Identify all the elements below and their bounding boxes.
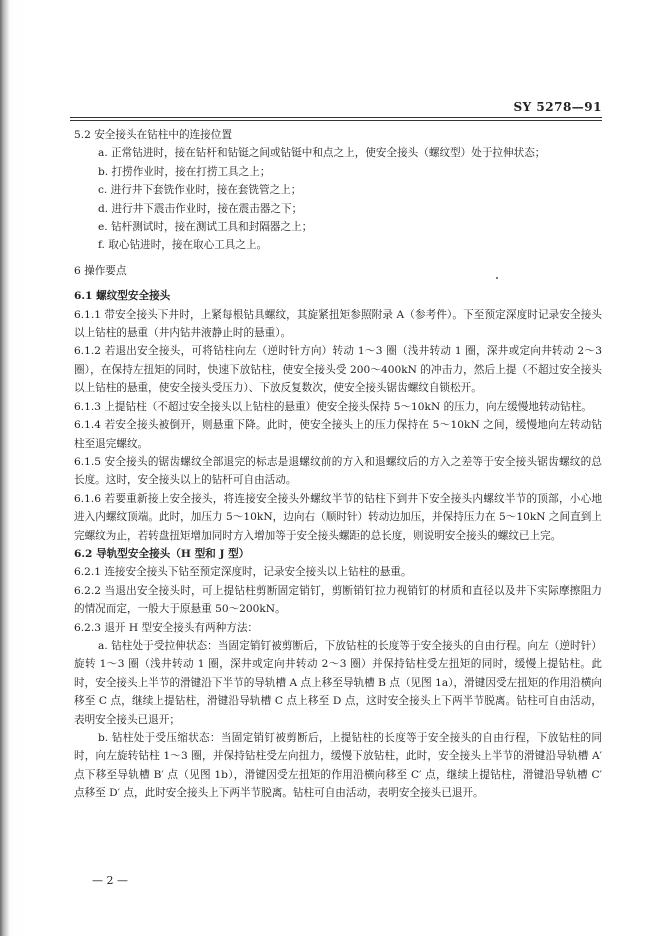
para-6-2-3-a: a. 钻柱处于受拉伸状态：当固定销钉被剪断后，下放钻柱的长度等于安全接头的自由行程。向左（逆时针）旋转 1～3 圈（浅井转动 1 圈，深井或定向井转动 2～3 圈）并保持钻柱受左扭矩的同时，缓慢上提钻柱。此时，安全接头上半节的滑键沿下半节的导轨槽 A 点上移至导轨槽 B 点（见图 1a），滑键因受左扭矩的作用沿横向移至 C 点，继续上提钻柱，滑键沿导轨槽 C 点上移至 D 点，这时安全接头上下两半节脱离。钻柱可自由活动，表明安全接头已退开；	[74, 639, 602, 726]
para-6-2-1: 6.2.1 连接安全接头下钻至预定深度时，记录安全接头以上钻柱的悬重。	[74, 566, 412, 579]
item-5-2-a: a. 正常钻进时，接在钻杆和钻铤之间或钻铤中和点之上，使安全接头（螺纹型）处于拉伸状态；	[98, 147, 546, 160]
item-5-2-c: c. 进行井下套铣作业时，接在套铣管之上；	[98, 184, 302, 197]
page-number: — 2 —	[92, 874, 128, 887]
header-rule-top	[70, 117, 602, 118]
para-6-1-5: 6.1.5 安全接头的锯齿螺纹全部退完的标志是退螺纹前的方入和退螺纹后的方入之差等于安全接头锯齿螺纹的总长度。这时，安全接头以上的钻杆可自由活动。	[74, 455, 602, 487]
item-5-2-f: f. 取心钻进时，接在取心工具之上。	[98, 239, 268, 252]
para-6-1-2: 6.1.2 若退出安全接头，可将钻柱向左（逆时针方向）转动 1～3 圈（浅井转动 1 圈，深井或定向井转动 2～3 圈），在保持左扭矩的同时，快速下放钻柱，使安全接头受 200～400kN 的冲击力，然后上提（不超过安全接头以上钻柱的悬重，使安全接头受压力）、下放反复数次，使安全接头锯齿螺纹自锁松开。	[74, 345, 602, 395]
section-6-2-title: 6.2 导轨型安全接头（H 型和 J 型）	[74, 547, 250, 560]
para-6-1-3: 6.1.3 上提钻柱（不超过安全接头以上钻柱的悬重）使安全接头保持 5～10kN 的压力，向左缓慢地转动钻柱。	[74, 400, 592, 413]
section-6-title: 6 操作要点	[74, 264, 127, 277]
item-5-2-e: e. 钻杆测试时，接在测试工具和封隔器之上；	[98, 221, 313, 234]
header-rule-bottom	[70, 120, 602, 121]
section-gap	[74, 255, 602, 262]
section-6-1-title: 6.1 螺纹型安全接头	[74, 290, 171, 303]
section-5-2-title: 5.2 安全接头在钻柱中的连接位置	[74, 129, 232, 141]
section-gap	[74, 280, 602, 287]
para-6-2-2: 6.2.2 当退出安全接头时，可上提钻柱剪断固定销钉，剪断销钉拉力视销钉的材质和直径以及井下实际摩擦阻力的情况而定，一般大于原悬重 50～200kN。	[74, 584, 602, 616]
para-6-2-3-b: b. 钻柱处于受压缩状态：当固定销钉被剪断后，上提钻柱的长度等于安全接头的自由行程，下放钻柱的同时，向左旋转钻柱 1～3 圈，并保持钻柱受左向扭力，缓慢下放钻柱，此时，安全接头上半节的滑键沿导轨槽 A′ 点下移至导轨槽 B′ 点（见图 1b），滑键因受左扭矩的作用沿横向移至 C′ 点，继续上提钻柱，滑键沿导轨槽 C′ 点移至 D′ 点，此时安全接头上下两半节脱离。钻柱可自由活动，表明安全接头已退开。	[74, 732, 602, 800]
item-5-2-d: d. 进行井下震击作业时，接在震击器之下；	[98, 202, 303, 215]
document-code-header: SY 5278—91	[513, 100, 602, 114]
para-6-2-3: 6.2.3 退开 H 型安全接头有两种方法：	[74, 621, 259, 634]
para-6-1-1: 6.1.1 带安全接头下井时，上紧每根钻具螺纹，其旋紧扭矩参照附录 A（参考件）。下至预定深度时记录安全接头以上钻柱的悬重（井内钻井液静止时的悬重）。	[74, 308, 602, 340]
para-6-1-4: 6.1.4 若安全接头被倒开，则悬重下降。此时，使安全接头上的压力保持在 5～10kN 之间，缓慢地向左转动钻柱至退完螺纹。	[74, 419, 602, 450]
item-5-2-b: b. 打捞作业时，接在打捞工具之上；	[98, 165, 271, 178]
document-body	[74, 126, 602, 803]
para-6-1-6: 6.1.6 若要重新接上安全接头，将连接安全接头外螺纹半节的钻柱下到井下安全接头内螺纹半节的顶部，小心地进入内螺纹顶端。此时，加压力 5～10kN，边向右（顺时针）转动边加压，并保持压力在 5～10kN 之间直到上完螺纹为止，若转盘扭矩增加同时方入增加等于安全接头螺距的总长度，则说明安全接头的螺纹已上完。	[74, 492, 602, 542]
